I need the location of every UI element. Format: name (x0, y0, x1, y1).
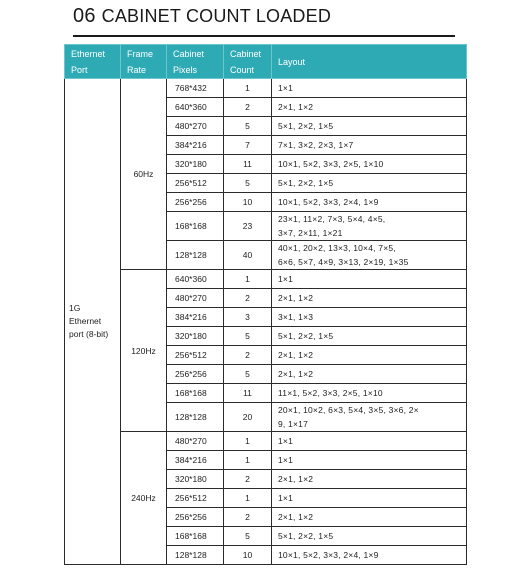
cabinet-count-cell: 3 (224, 308, 272, 327)
layout-cell: 2×1, 1×2 (272, 508, 467, 527)
cabinet-pixels-cell: 128*128 (167, 403, 224, 432)
table-header-row (65, 45, 467, 79)
cabinet-pixels-cell: 480*270 (167, 117, 224, 136)
cabinet-pixels-cell: 256*512 (167, 174, 224, 193)
table-row (65, 79, 467, 98)
header-frame-rate: Frame Rate (121, 45, 167, 79)
cabinet-count-cell: 11 (224, 155, 272, 174)
frame-rate-cell: 120Hz (121, 270, 167, 432)
table-row (65, 432, 467, 451)
layout-cell: 10×1, 5×2, 3×3, 2×4, 1×9 (272, 193, 467, 212)
layout-cell: 11×1, 5×2, 3×3, 2×5, 1×10 (272, 384, 467, 403)
page-title (73, 5, 331, 28)
layout-cell: 10×1, 5×2, 3×3, 2×5, 1×10 (272, 155, 467, 174)
cabinet-count-cell: 2 (224, 470, 272, 489)
cabinet-pixels-cell: 256*256 (167, 365, 224, 384)
cabinet-pixels-cell: 256*256 (167, 508, 224, 527)
cabinet-pixels-cell: 480*270 (167, 289, 224, 308)
cabinet-pixels-cell: 256*512 (167, 489, 224, 508)
layout-cell: 10×1, 5×2, 3×3, 2×4, 1×9 (272, 546, 467, 565)
cabinet-count-cell: 20 (224, 403, 272, 432)
frame-rate-cell: 60Hz (121, 79, 167, 270)
cabinet-pixels-cell: 768*432 (167, 79, 224, 98)
cabinet-pixels-cell: 640*360 (167, 98, 224, 117)
cabinet-pixels-cell: 168*168 (167, 384, 224, 403)
cabinet-count-cell: 1 (224, 489, 272, 508)
cabinet-pixels-cell: 384*216 (167, 136, 224, 155)
layout-cell: 5×1, 2×2, 1×5 (272, 174, 467, 193)
cabinet-count-table (64, 44, 467, 565)
cabinet-pixels-cell: 168*168 (167, 527, 224, 546)
cabinet-pixels-cell: 320*180 (167, 155, 224, 174)
cabinet-pixels-cell: 128*128 (167, 546, 224, 565)
cabinet-count-cell: 5 (224, 365, 272, 384)
layout-cell: 40×1, 20×2, 13×3, 10×4, 7×5, 6×6, 5×7, 4×9, 3×13, 2×19, 1×35 (272, 241, 467, 270)
title-divider (73, 35, 455, 37)
cabinet-pixels-cell: 256*512 (167, 346, 224, 365)
layout-cell: 2×1, 1×2 (272, 289, 467, 308)
layout-cell: 5×1, 2×2, 1×5 (272, 117, 467, 136)
cabinet-count-cell: 2 (224, 98, 272, 117)
layout-cell: 2×1, 1×2 (272, 365, 467, 384)
header-cabinet-count: Cabinet Count (224, 45, 272, 79)
layout-cell: 23×1, 11×2, 7×3, 5×4, 4×5, 3×7, 2×11, 1×21 (272, 212, 467, 241)
layout-cell: 3×1, 1×3 (272, 308, 467, 327)
cabinet-pixels-cell: 128*128 (167, 241, 224, 270)
cabinet-count-cell: 7 (224, 136, 272, 155)
layout-cell: 2×1, 1×2 (272, 98, 467, 117)
layout-cell: 1×1 (272, 79, 467, 98)
table-row (65, 270, 467, 289)
layout-cell: 5×1, 2×2, 1×5 (272, 527, 467, 546)
cabinet-count-cell: 11 (224, 384, 272, 403)
layout-cell: 1×1 (272, 432, 467, 451)
cabinet-pixels-cell: 384*216 (167, 308, 224, 327)
layout-cell: 1×1 (272, 451, 467, 470)
cabinet-pixels-cell: 320*180 (167, 327, 224, 346)
cabinet-count-cell: 1 (224, 79, 272, 98)
layout-cell: 7×1, 3×2, 2×3, 1×7 (272, 136, 467, 155)
cabinet-count-cell: 40 (224, 241, 272, 270)
layout-cell: 1×1 (272, 489, 467, 508)
cabinet-count-cell: 10 (224, 193, 272, 212)
cabinet-count-cell: 2 (224, 289, 272, 308)
cabinet-pixels-cell: 256*256 (167, 193, 224, 212)
cabinet-pixels-cell: 640*360 (167, 270, 224, 289)
cabinet-pixels-cell: 480*270 (167, 432, 224, 451)
layout-cell: 5×1, 2×2, 1×5 (272, 327, 467, 346)
cabinet-pixels-cell: 168*168 (167, 212, 224, 241)
cabinet-count-cell: 5 (224, 327, 272, 346)
cabinet-count-cell: 2 (224, 346, 272, 365)
cabinet-count-cell: 5 (224, 174, 272, 193)
header-ethernet-port: Ethernet Port (65, 45, 121, 79)
layout-cell: 20×1, 10×2, 6×3, 5×4, 3×5, 3×6, 2× 9, 1×17 (272, 403, 467, 432)
cabinet-count-cell: 5 (224, 527, 272, 546)
cabinet-count-cell: 2 (224, 508, 272, 527)
ethernet-port-cell: 1G Ethernet port (8-bit) (65, 79, 121, 565)
cabinet-count-cell: 1 (224, 270, 272, 289)
cabinet-count-cell: 23 (224, 212, 272, 241)
cabinet-count-cell: 1 (224, 451, 272, 470)
section-number: 06 (73, 5, 96, 27)
frame-rate-cell: 240Hz (121, 432, 167, 565)
header-cabinet-pixels: Cabinet Pixels (167, 45, 224, 79)
cabinet-count-cell: 5 (224, 117, 272, 136)
cabinet-count-cell: 1 (224, 432, 272, 451)
section-title: CABINET COUNT LOADED (101, 6, 332, 26)
layout-cell: 2×1, 1×2 (272, 470, 467, 489)
layout-cell: 2×1, 1×2 (272, 346, 467, 365)
layout-cell: 1×1 (272, 270, 467, 289)
cabinet-pixels-cell: 320*180 (167, 470, 224, 489)
header-layout: Layout (272, 45, 467, 79)
cabinet-pixels-cell: 384*216 (167, 451, 224, 470)
cabinet-count-cell: 10 (224, 546, 272, 565)
